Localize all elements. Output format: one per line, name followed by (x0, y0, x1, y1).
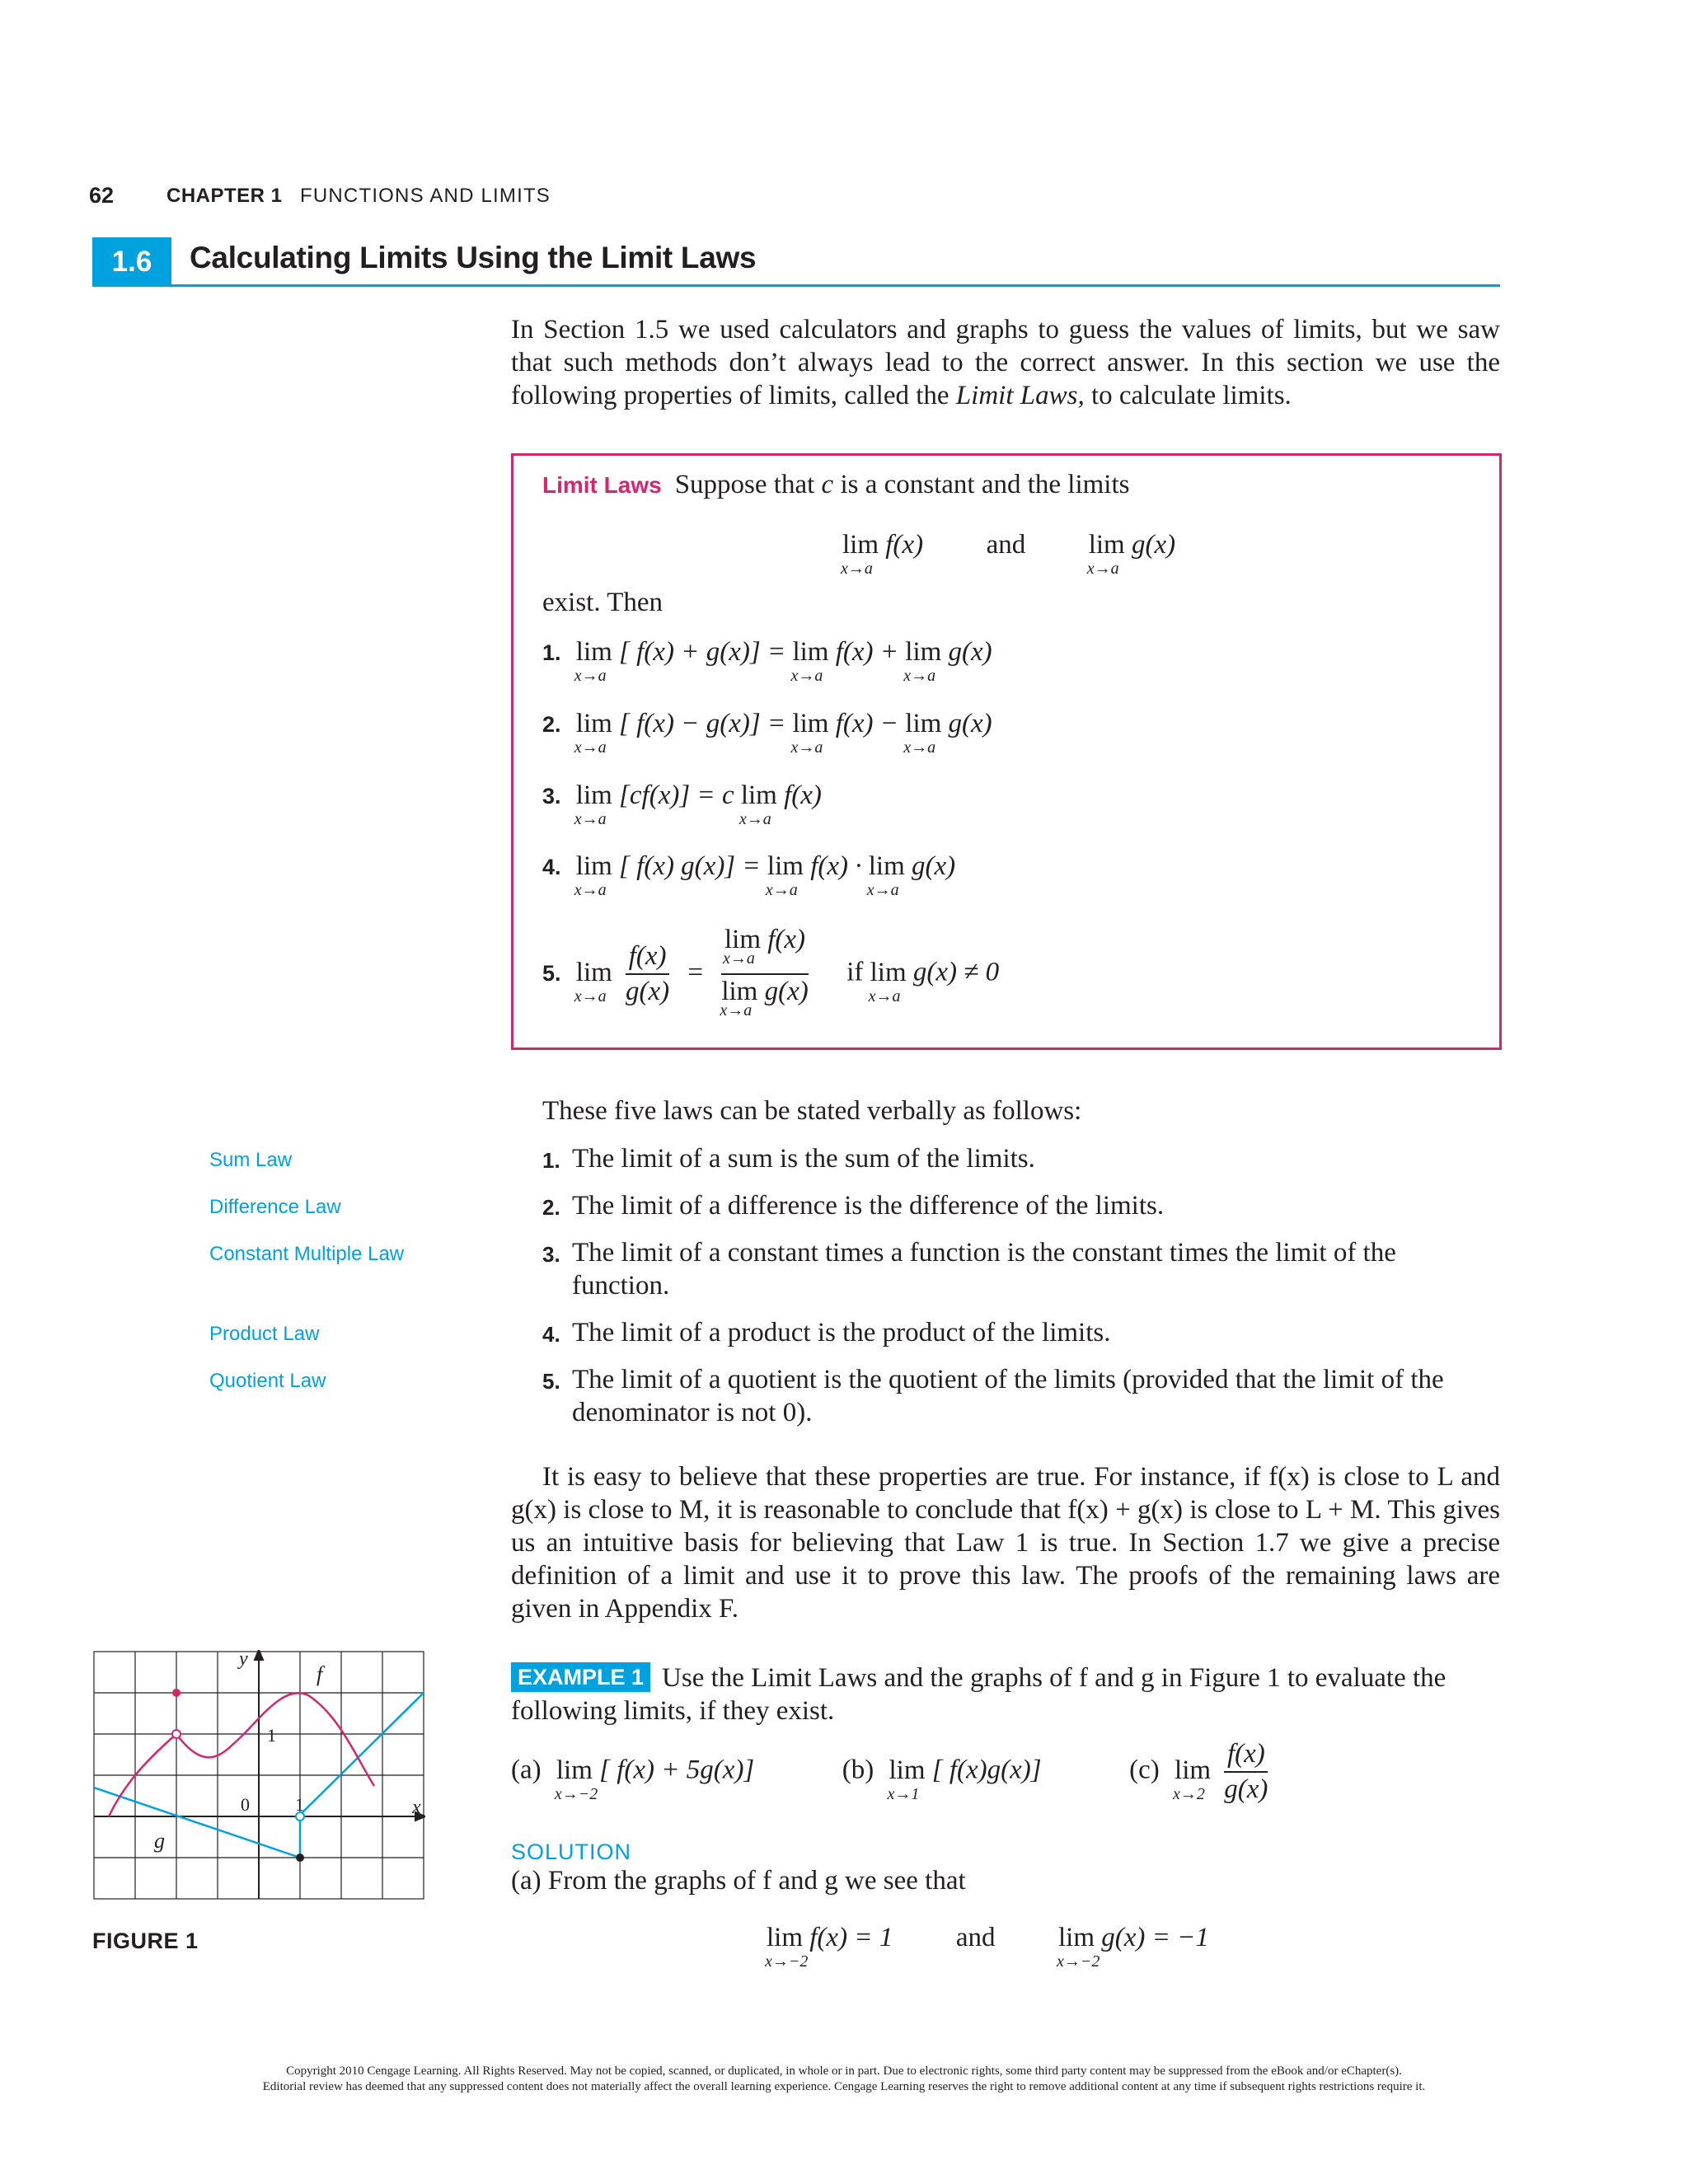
verbal-law-5: 5. The limit of a quotient is the quotient of the limits (provided that the limit of the denominator is not 0). (542, 1365, 1444, 1427)
law-2: 2. lim x→a [ f(x) − g(x)] = lim x→a f(x) − lim x→a g(x) (542, 709, 992, 757)
y-axis-label: y (239, 1650, 248, 1670)
lim-g: lim x→a (1086, 530, 1125, 578)
laws-intro-b: is a constant and the limits (833, 470, 1130, 499)
example-parts: (a) lim x→−2 [ f(x) + 5g(x)] (b) lim x→1 [ f(x)g(x)] (c) lim x→2 $\frac{f(x)}{g(x)}$ (511, 1739, 1268, 1804)
tick-1-x: 1 (295, 1794, 304, 1815)
and-word: and (986, 530, 1026, 560)
f-filled-point (172, 1689, 181, 1697)
solution-part-a: (a) From the graphs of f and g we see that (511, 1866, 966, 1896)
solution-label: SOLUTION (511, 1840, 632, 1864)
chapter-label: CHAPTER 1 (166, 185, 283, 207)
tick-1-y: 1 (267, 1725, 276, 1746)
law5-left-fraction: $\frac{f(x)}{g(x)}$ (626, 941, 670, 1006)
section-title: Calculating Limits Using the Limit Laws (190, 241, 757, 274)
section-divider (92, 284, 1500, 287)
intro-emphasis: Limit Laws, (955, 381, 1085, 410)
x-axis-label: x (412, 1797, 421, 1818)
g-label: g (154, 1829, 165, 1853)
verbal-intro: These five laws can be stated verbally as follows: (542, 1096, 1082, 1126)
intro-text-before: In Section 1.5 we used calculators and graphs to guess the values of limits, but we saw that such methods don’t always lead to the correct answer. In this section we use the following properties of limits, called the (511, 315, 1500, 410)
law5-right-fraction: lim x→a f(x) lim x→a g(x) (720, 925, 809, 1019)
solution-limits: lim x→−2 f(x) = 1 and lim x→−2 g(x) = −1 (765, 1923, 1209, 1971)
law-4: 4. lim x→a [ f(x) g(x)] = lim x→a f(x) · lim x→a g(x) (542, 851, 956, 899)
tick-0: 0 (241, 1794, 250, 1815)
intro-paragraph (511, 313, 1500, 412)
explanation-paragraph: It is easy to believe that these properties are true. For instance, if f(x) is close to L and g(x) is close to M, it is reasonable to conclude that f(x) + g(x) is close to L + M. This gives us an intuitive basis for believing that Law 1 is true. In Section 1.7 we give a precise definition of a limit and use it to prove this law. The proofs of the remaining laws are given in Appendix F. (511, 1462, 1500, 1624)
f-label: f (316, 1662, 323, 1686)
verbal-law-4: 4. The limit of a product is the product of the limits. (542, 1318, 1111, 1347)
margin-note-quotient-law: Quotient Law (209, 1370, 326, 1392)
expr-gx: g(x) (1131, 530, 1176, 560)
intro-text-after: to calculate limits. (1084, 381, 1292, 410)
copyright-notice: Copyright 2010 Cengage Learning. All Rights Reserved. May not be copied, scanned, or duplicated, in whole or in part. Due to electronic rights, some third party content may be suppressed from the eBook and/or eChapter(s). Editorial review has deemed that any suppressed content does not materially affect the overall learning experience. Cengage Learning reserves the right to remove additional content at any time if subsequent rights restrictions require it. (262, 2064, 1426, 2093)
limit-laws-label: Limit Laws (542, 472, 662, 498)
existence-limits (841, 530, 1176, 578)
margin-note-sum-law: Sum Law (209, 1149, 293, 1171)
lim-f: lim x→a (841, 530, 879, 578)
verbal-law-2: 2. The limit of a difference is the difference of the limits. (542, 1191, 1165, 1221)
verbal-law-3: 3. The limit of a constant times a function is the constant times the limit of the function. (542, 1238, 1396, 1301)
laws-intro-c: c (821, 470, 834, 499)
law-5: 5. lim x→a $\frac{f(x)}{g(x)}$ = lim x→a f(x) lim x→a g(x) if lim x→a g(x) ≠ 0 (542, 925, 999, 1024)
verbal-law-1: 1. The limit of a sum is the sum of the limits. (542, 1144, 1035, 1174)
law-3: 3. lim x→a [cf(x)] = c lim x→a f(x) (542, 780, 822, 828)
exist-then-text: exist. Then (542, 588, 663, 617)
limit-laws-heading (542, 470, 1129, 500)
g-filled-point (296, 1854, 304, 1862)
margin-note-constant-multiple-law: Constant Multiple Law (209, 1243, 405, 1265)
example-1 (511, 1661, 1500, 1727)
f-open-point (172, 1730, 181, 1738)
section-number-badge: 1.6 (92, 237, 171, 287)
figure-caption: FIGURE 1 (92, 1929, 199, 1953)
example-text: Use the Limit Laws and the graphs of f and g in Figure 1 to evaluate the following limits, if they exist. (511, 1663, 1447, 1726)
example-badge: EXAMPLE 1 (511, 1662, 650, 1692)
margin-note-product-law: Product Law (209, 1323, 320, 1345)
page-number: 62 (89, 183, 115, 208)
law-1: 1. lim x→a [ f(x) + g(x)] = lim x→a f(x) + lim x→a g(x) (542, 637, 992, 685)
figure-1-graph (92, 1650, 425, 1902)
expr-fx: f(x) (885, 530, 924, 560)
laws-intro-a: Suppose that (674, 470, 822, 499)
chapter-title: FUNCTIONS AND LIMITS (300, 185, 551, 207)
margin-note-difference-law: Difference Law (209, 1196, 341, 1218)
figure-axes (94, 1650, 425, 1899)
